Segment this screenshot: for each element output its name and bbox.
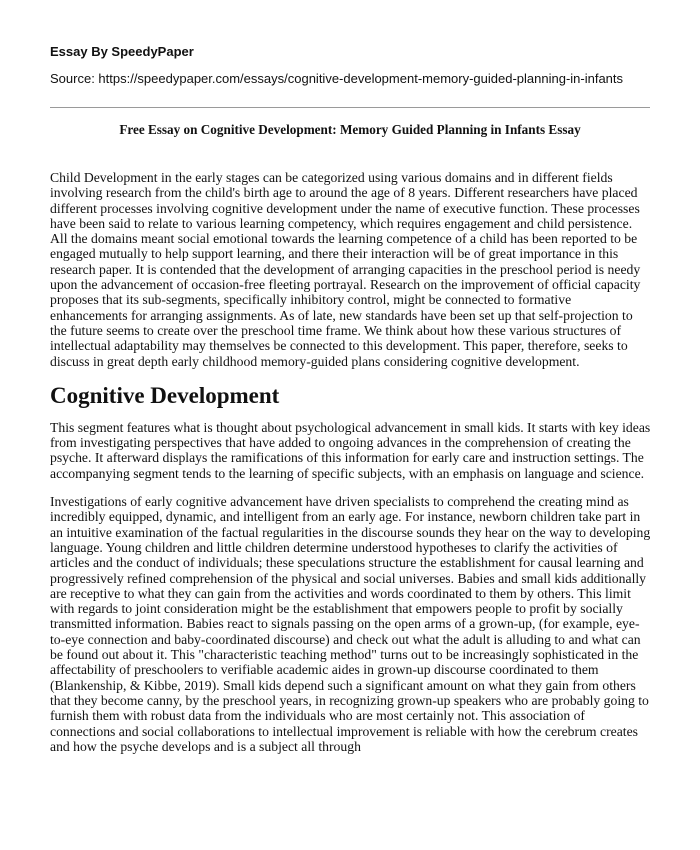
header-divider bbox=[50, 107, 650, 108]
byline: Essay By SpeedyPaper bbox=[50, 44, 194, 59]
essay-title: Free Essay on Cognitive Development: Memory Guided Planning in Infants Essay bbox=[119, 122, 581, 137]
document-header bbox=[50, 44, 650, 86]
intro-paragraph: Child Development in the early stages can be categorized using various domains and in different fields involving research from the child's birth age to around the age of 8 years. Different researchers have placed different processes involving cognitive development under the name of executive function. These processes have been said to relate to various learning competency, which requires engagement and child persistence. All the domains meant social emotional towards the learning competence of a child has been reported to be engaged mutually to help support learning, and there their interaction will be of great importance in this research paper. It is contended that the development of arranging capacities in the preschool period is needy upon the advancement of occasion-free fleeting portrayal. Research on the improvement of official capacity proposes that its sub-segments, specifically inhibitory control, might be connected to formative enhancements for arranging assignments. As of late, new standards have been set up that self-projection to the future seems to create over the preschool time frame. We think about how these various structures of intellectual adaptability may themselves be connected to this development. This paper, therefore, seeks to discuss in great depth early childhood memory-guided plans considering cognitive development. bbox=[50, 170, 641, 369]
source-line: Source: https://speedypaper.com/essays/cognitive-development-memory-guided-planning-in-infants bbox=[50, 71, 624, 86]
section-paragraph: Investigations of early cognitive advancement have driven specialists to comprehend the creating mind as incredibly equipped, dynamic, and intelligent from an early age. For instance, newborn children take part in an intuitive examination of the factual regularities in the discourse sounds they hear on the way to developing language. Young children and little children determine understood hypotheses to clarify the activities of articles and the conduct of individuals; these speculations structure the establishment for causal learning and progressively refined comprehension of the physical and social universes. Babies and small kids additionally are receptive to what they can gain from the activities and words coordinated to them by others. This limit with regards to joint consideration might be the establishment that empowers people to profit by socially transmitted information. Babies react to signals passing on the open arms of a grown-up, (for example, eye-to-eye connection and baby-coordinated discourse) and check out what the adult is alluding to and what can be found out about it. This "characteristic teaching method" turns out to be increasingly sophisticated in the affectability of preschoolers to verifiable academic aides in grown-up discourse coordinated to them (Blankenship, & Kibbe, 2019). Small kids depend such a significant amount on what they gain from others that they become canny, by the preschool years, in recognizing grown-up speakers who are probably going to furnish them with robust data from the individuals who are most certainly not. This association of connections and social collaborations to intellectual improvement is reliable with how the cerebrum creates and how the psyche develops and is a subject all through bbox=[50, 494, 651, 754]
essay-body bbox=[50, 170, 652, 767]
section-paragraph: This segment features what is thought about psychological advancement in small kids. It starts with key ideas from investigating perspectives that have added to ongoing advances in the comprehension of creating the psyche. It afterward displays the ramifications of this information for early care and instruction settings. The accompanying segment tends to the learning of specific subjects, with an emphasis on language and science. bbox=[50, 419, 651, 481]
section-heading: Cognitive Development bbox=[50, 382, 280, 408]
